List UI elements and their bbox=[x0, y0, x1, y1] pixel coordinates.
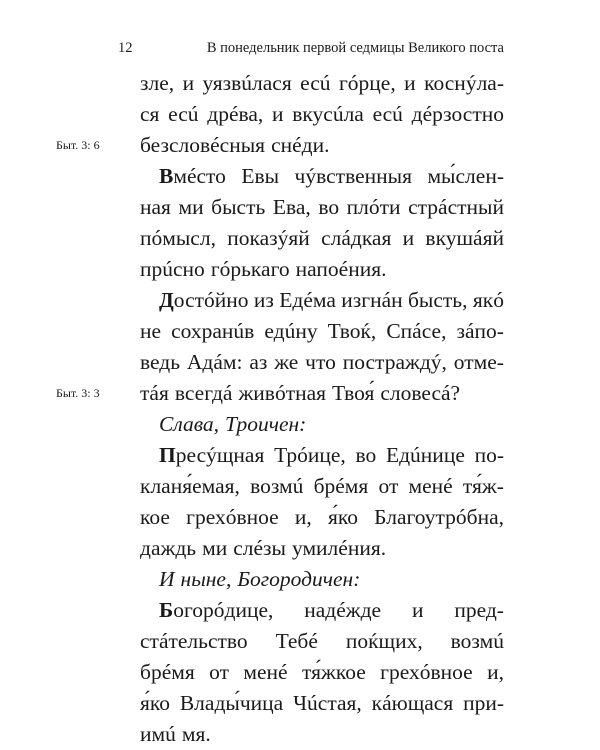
drop-initial: П bbox=[159, 443, 176, 467]
text-line bbox=[140, 688, 504, 719]
word: менé bbox=[408, 474, 453, 498]
word: отме- bbox=[453, 350, 504, 374]
word: пред- bbox=[454, 598, 504, 622]
word: Достóйно bbox=[159, 288, 249, 312]
word: снéди. bbox=[271, 133, 330, 157]
word: от bbox=[378, 474, 399, 498]
text-line bbox=[56, 378, 504, 409]
word: Богорóдице, bbox=[159, 598, 274, 622]
rubric-line bbox=[140, 564, 504, 595]
word: дрéва, bbox=[207, 102, 264, 126]
word: возмú bbox=[250, 474, 304, 498]
word: я́ко bbox=[327, 505, 358, 529]
word: и, bbox=[487, 660, 504, 684]
word: уязвúлася bbox=[202, 71, 292, 95]
word: тáя bbox=[140, 381, 169, 405]
word: Вмéсто bbox=[159, 164, 226, 188]
word: гóрькаго bbox=[210, 257, 290, 281]
word: грехóвное bbox=[186, 505, 279, 529]
word: я́ко bbox=[140, 691, 170, 715]
word: надéжде bbox=[304, 598, 382, 622]
word: слéзы bbox=[233, 536, 286, 560]
word: тя́жкое bbox=[301, 660, 366, 684]
text-line bbox=[140, 626, 504, 657]
word: бысть bbox=[211, 195, 266, 219]
word: стрáстный bbox=[408, 195, 504, 219]
word: ся bbox=[140, 102, 160, 126]
text-line bbox=[140, 471, 504, 502]
word: Влады́чица bbox=[179, 691, 284, 715]
word: Чúстая, bbox=[293, 691, 362, 715]
text-line bbox=[140, 161, 504, 192]
text-line bbox=[140, 223, 504, 254]
word: живóтная bbox=[238, 381, 327, 405]
word: Троичен: bbox=[225, 412, 307, 436]
word: при- bbox=[463, 691, 504, 715]
text-line bbox=[140, 719, 504, 750]
text-line bbox=[140, 254, 504, 285]
running-title: В понедельник первой седмицы Великого поста bbox=[206, 40, 504, 56]
word: есú bbox=[300, 71, 331, 95]
word: Едúнице bbox=[385, 443, 465, 467]
word: и bbox=[402, 226, 415, 250]
word: ми bbox=[202, 536, 228, 560]
word: И bbox=[159, 567, 175, 591]
word: и bbox=[182, 71, 195, 95]
word: и, bbox=[294, 505, 312, 529]
word: ведь bbox=[140, 350, 181, 374]
word: зле, bbox=[140, 71, 175, 95]
word: брéмя bbox=[140, 660, 195, 684]
word: Тебé bbox=[275, 629, 318, 653]
text-line bbox=[140, 657, 504, 688]
word: сохранúв bbox=[171, 319, 255, 343]
word: вкушáяй bbox=[425, 226, 504, 250]
word: Адáм: bbox=[186, 350, 243, 374]
word: Ева, bbox=[272, 195, 311, 219]
word: бысть, bbox=[407, 288, 468, 312]
text-line bbox=[140, 502, 504, 533]
word: брéмя bbox=[313, 474, 369, 498]
word: якó bbox=[472, 288, 504, 312]
word: напоéния. bbox=[295, 257, 387, 281]
scripture-ref-gen-3-3: Быт. 3: 3 bbox=[56, 386, 100, 400]
word: возмú bbox=[450, 629, 504, 653]
text-line bbox=[140, 68, 504, 99]
word: дéрзостно bbox=[411, 102, 504, 126]
word: пóмысл, bbox=[140, 226, 216, 250]
word: мя. bbox=[181, 722, 211, 746]
word: во bbox=[318, 195, 340, 219]
word: гóрце, bbox=[338, 71, 396, 95]
drop-initial: В bbox=[159, 164, 174, 188]
word: кое bbox=[140, 505, 170, 529]
text-line bbox=[140, 192, 504, 223]
word: Твоќ, bbox=[327, 319, 377, 343]
drop-initial: Б bbox=[159, 598, 174, 622]
word: есú bbox=[372, 102, 403, 126]
word: тя́ж- bbox=[462, 474, 504, 498]
word: прúсно bbox=[140, 257, 205, 281]
text-block bbox=[56, 68, 504, 750]
word: ми bbox=[178, 195, 204, 219]
word: и bbox=[411, 598, 424, 622]
word: и bbox=[272, 102, 284, 126]
rubric-line bbox=[140, 409, 504, 440]
word: из bbox=[253, 288, 274, 312]
word: от bbox=[209, 660, 229, 684]
word: коснýла- bbox=[424, 71, 504, 95]
word: не bbox=[140, 319, 162, 343]
text-line bbox=[140, 595, 504, 626]
scripture-ref-gen-3-6: Быт. 3: 6 bbox=[56, 138, 100, 152]
text-line bbox=[140, 285, 504, 316]
word: мы́слен- bbox=[427, 164, 504, 188]
text-line bbox=[140, 99, 504, 130]
drop-initial: Д bbox=[159, 288, 174, 312]
text-line bbox=[140, 440, 504, 471]
text-line bbox=[56, 130, 504, 161]
word: поќщих, bbox=[345, 629, 423, 653]
word: ныне, bbox=[180, 567, 232, 591]
text-line bbox=[140, 533, 504, 564]
word: кáющася bbox=[371, 691, 454, 715]
word: грехóвное bbox=[380, 660, 473, 684]
word: зáпо- bbox=[456, 319, 504, 343]
word: Пресýщная bbox=[159, 443, 265, 467]
word: по- bbox=[474, 443, 504, 467]
page-header bbox=[118, 40, 504, 62]
word: всегдá bbox=[174, 381, 233, 405]
word: плóти bbox=[346, 195, 401, 219]
word: аз bbox=[249, 350, 268, 374]
word: Трóице, bbox=[274, 443, 346, 467]
word: во bbox=[355, 443, 377, 467]
word: кланя́емая, bbox=[140, 474, 240, 498]
word: слáдкая bbox=[321, 226, 392, 250]
word: есú bbox=[168, 102, 199, 126]
word: вкусúла bbox=[292, 102, 364, 126]
word: даждь bbox=[140, 536, 197, 560]
text-line bbox=[140, 347, 504, 378]
word: Едéма bbox=[279, 288, 336, 312]
word: Спáсе, bbox=[386, 319, 447, 343]
word: Богородичен: bbox=[237, 567, 361, 591]
word: едúну bbox=[264, 319, 318, 343]
word: постраждý, bbox=[342, 350, 447, 374]
word: ная bbox=[140, 195, 171, 219]
word: Слава, bbox=[159, 412, 220, 436]
word: безсловéсныя bbox=[140, 133, 266, 157]
page-number: 12 bbox=[118, 40, 133, 56]
word: и bbox=[404, 71, 416, 95]
word: имú bbox=[140, 722, 176, 746]
word: Твоя́ bbox=[332, 381, 375, 405]
text-line bbox=[140, 316, 504, 347]
word: Благоутрóбна, bbox=[374, 505, 504, 529]
word: умилéния. bbox=[291, 536, 387, 560]
word: что bbox=[305, 350, 336, 374]
word: чýвственныя bbox=[294, 164, 412, 188]
word: показýяй bbox=[227, 226, 310, 250]
word: же bbox=[274, 350, 299, 374]
word: словесá? bbox=[380, 381, 461, 405]
word: менé bbox=[243, 660, 288, 684]
word: Евы bbox=[241, 164, 280, 188]
word: изгнáн bbox=[341, 288, 403, 312]
word: стáтельство bbox=[140, 629, 248, 653]
